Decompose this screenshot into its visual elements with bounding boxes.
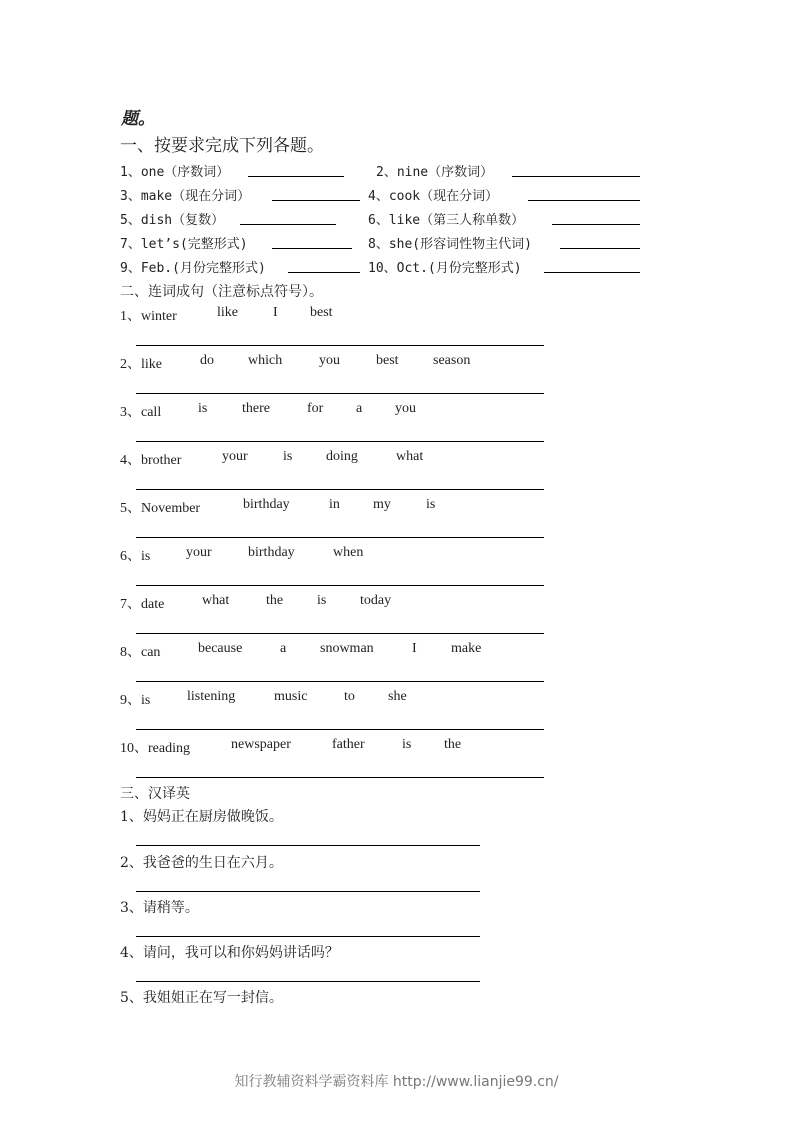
question-8: 8、she(形容词性物主代词) bbox=[368, 237, 532, 252]
item-number: 8、 bbox=[120, 645, 141, 660]
word: is bbox=[317, 593, 327, 608]
question-7: 7、let’s(完整形式) bbox=[120, 237, 248, 252]
footer-watermark: 知行教辅资料学霸资料库 http://www.lianjie99.cn/ bbox=[234, 1074, 559, 1090]
word: for bbox=[307, 401, 324, 416]
word-order-item bbox=[120, 737, 462, 757]
word: today bbox=[360, 593, 392, 608]
item-number: 5、 bbox=[120, 501, 141, 516]
answer-line[interactable] bbox=[512, 176, 640, 177]
answer-line[interactable] bbox=[136, 441, 544, 442]
word-order-item bbox=[120, 401, 416, 421]
word: I bbox=[412, 641, 417, 656]
word: your bbox=[186, 545, 212, 560]
answer-line[interactable] bbox=[136, 393, 544, 394]
word: there bbox=[242, 401, 270, 416]
word: birthday bbox=[243, 497, 290, 512]
answer-line[interactable] bbox=[136, 777, 544, 778]
word: your bbox=[222, 449, 248, 464]
word-order-item bbox=[120, 353, 471, 373]
answer-line[interactable] bbox=[136, 585, 544, 586]
word-order-item bbox=[120, 497, 436, 517]
answer-line[interactable] bbox=[136, 729, 544, 730]
word: birthday bbox=[248, 545, 295, 560]
word: what bbox=[396, 449, 424, 464]
word: date bbox=[141, 597, 165, 612]
question-1: 1、one（序数词） bbox=[120, 165, 230, 180]
word: what bbox=[202, 593, 230, 608]
section1-heading: 一、按要求完成下列各题。 bbox=[120, 136, 324, 156]
word: is bbox=[141, 549, 151, 564]
answer-line[interactable] bbox=[272, 248, 352, 249]
word: a bbox=[280, 641, 287, 656]
answer-line[interactable] bbox=[136, 489, 544, 490]
word: she bbox=[388, 689, 407, 704]
word: to bbox=[344, 689, 355, 704]
word: is bbox=[426, 497, 436, 512]
page-title: 题。 bbox=[121, 109, 155, 129]
answer-line[interactable] bbox=[272, 200, 360, 201]
answer-line[interactable] bbox=[560, 248, 640, 249]
word: can bbox=[141, 645, 161, 660]
word: snowman bbox=[320, 641, 374, 656]
answer-line[interactable] bbox=[136, 891, 480, 892]
answer-line[interactable] bbox=[248, 176, 344, 177]
word: best bbox=[376, 353, 399, 368]
question-2: 2、nine（序数词） bbox=[376, 165, 494, 180]
word: like bbox=[141, 357, 162, 372]
word: father bbox=[332, 737, 365, 752]
item-number: 4、 bbox=[120, 453, 141, 468]
word: is bbox=[283, 449, 293, 464]
word-order-item bbox=[120, 449, 424, 469]
word: listening bbox=[187, 689, 236, 704]
question-4: 4、cook（现在分词） bbox=[368, 189, 499, 204]
translation-item: 2、我爸爸的生日在六月。 bbox=[120, 855, 283, 871]
question-5: 5、dish（复数） bbox=[120, 213, 225, 228]
answer-line[interactable] bbox=[528, 200, 640, 201]
word: season bbox=[433, 353, 471, 368]
answer-line[interactable] bbox=[136, 981, 480, 982]
word: newspaper bbox=[231, 737, 291, 752]
word: winter bbox=[141, 309, 177, 324]
word-order-item bbox=[120, 545, 364, 565]
question-3: 3、make（现在分词） bbox=[120, 189, 251, 204]
answer-line[interactable] bbox=[136, 936, 480, 937]
answer-line[interactable] bbox=[136, 845, 480, 846]
item-number: 10、 bbox=[120, 741, 148, 756]
word-order-item bbox=[120, 689, 407, 709]
word: is bbox=[141, 693, 151, 708]
word: doing bbox=[326, 449, 358, 464]
word: I bbox=[273, 305, 278, 320]
word: music bbox=[274, 689, 308, 704]
answer-line[interactable] bbox=[136, 537, 544, 538]
translation-item: 5、我姐姐正在写一封信。 bbox=[120, 990, 283, 1006]
answer-line[interactable] bbox=[544, 272, 640, 273]
word-order-item bbox=[120, 305, 333, 325]
word: call bbox=[141, 405, 162, 420]
word-order-item bbox=[120, 593, 392, 613]
word: reading bbox=[148, 741, 190, 756]
translation-item: 4、请问，我可以和你妈妈讲话吗？ bbox=[120, 945, 339, 961]
item-number: 2、 bbox=[120, 357, 141, 372]
item-number: 7、 bbox=[120, 597, 141, 612]
answer-line[interactable] bbox=[136, 633, 544, 634]
question-6: 6、like（第三人称单数） bbox=[368, 213, 525, 228]
word: best bbox=[310, 305, 333, 320]
word: brother bbox=[141, 453, 182, 468]
word: like bbox=[217, 305, 238, 320]
answer-line[interactable] bbox=[288, 272, 360, 273]
word: a bbox=[356, 401, 363, 416]
section3-heading: 三、汉译英 bbox=[120, 786, 190, 802]
item-number: 3、 bbox=[120, 405, 141, 420]
answer-line[interactable] bbox=[552, 224, 640, 225]
word: in bbox=[329, 497, 340, 512]
word: is bbox=[402, 737, 412, 752]
answer-line[interactable] bbox=[136, 345, 544, 346]
answer-line[interactable] bbox=[136, 681, 544, 682]
word: because bbox=[198, 641, 243, 656]
word: the bbox=[444, 737, 462, 752]
question-9: 9、Feb.(月份完整形式) bbox=[120, 261, 266, 276]
item-number: 6、 bbox=[120, 549, 141, 564]
word: you bbox=[319, 353, 340, 368]
translation-item: 1、妈妈正在厨房做晚饭。 bbox=[120, 809, 283, 825]
word: when bbox=[333, 545, 364, 560]
word: do bbox=[200, 353, 214, 368]
translation-item: 3、请稍等。 bbox=[120, 900, 199, 916]
item-number: 1、 bbox=[120, 309, 141, 324]
question-10: 10、Oct.(月份完整形式) bbox=[368, 261, 522, 276]
section2-heading: 二、连词成句（注意标点符号）。 bbox=[120, 284, 323, 300]
word: my bbox=[373, 497, 391, 512]
word: make bbox=[451, 641, 482, 656]
word: is bbox=[198, 401, 208, 416]
word: November bbox=[141, 501, 201, 516]
word: you bbox=[395, 401, 416, 416]
word: the bbox=[266, 593, 284, 608]
word-order-item bbox=[120, 641, 482, 661]
item-number: 9、 bbox=[120, 693, 141, 708]
word: which bbox=[248, 353, 283, 368]
answer-line[interactable] bbox=[240, 224, 336, 225]
